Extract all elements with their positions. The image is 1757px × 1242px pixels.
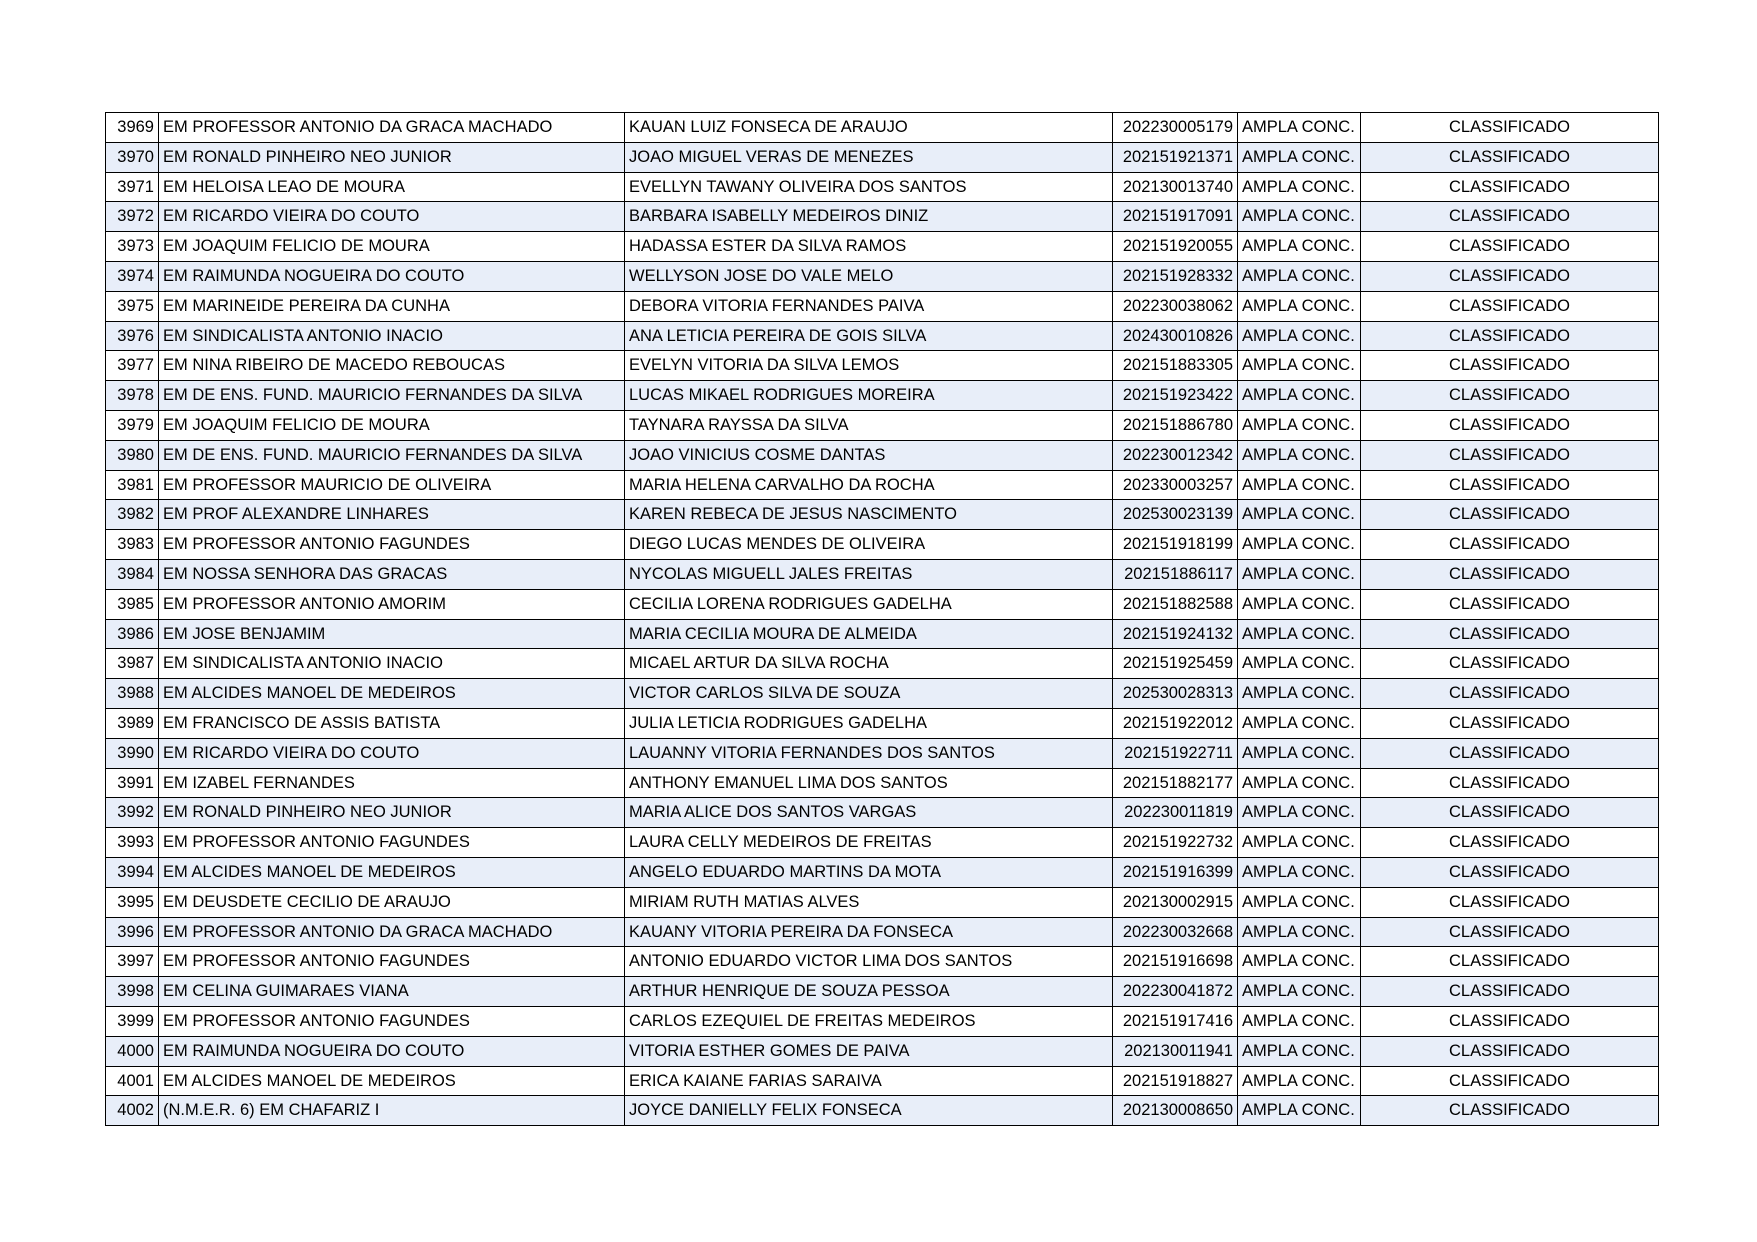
- table-row: [106, 559, 1659, 589]
- student-name: KAUAN LUIZ FONSECA DE ARAUJO: [625, 113, 1113, 143]
- school-name: EM ALCIDES MANOEL DE MEDEIROS: [159, 1066, 625, 1096]
- student-name: MARIA ALICE DOS SANTOS VARGAS: [625, 798, 1113, 828]
- student-name: CARLOS EZEQUIEL DE FREITAS MEDEIROS: [625, 1006, 1113, 1036]
- registration-number: 202151922732: [1113, 828, 1238, 858]
- student-name: CECILIA LORENA RODRIGUES GADELHA: [625, 589, 1113, 619]
- row-number: 3997: [106, 947, 159, 977]
- student-name: JOAO MIGUEL VERAS DE MENEZES: [625, 142, 1113, 172]
- quota-type: AMPLA CONC.: [1238, 798, 1361, 828]
- table-row: [106, 1006, 1659, 1036]
- registration-number: 202151922012: [1113, 708, 1238, 738]
- student-name: JULIA LETICIA RODRIGUES GADELHA: [625, 708, 1113, 738]
- row-number: 3971: [106, 172, 159, 202]
- student-name: BARBARA ISABELLY MEDEIROS DINIZ: [625, 202, 1113, 232]
- row-number: 3977: [106, 351, 159, 381]
- school-name: EM CELINA GUIMARAES VIANA: [159, 977, 625, 1007]
- row-number: 3978: [106, 381, 159, 411]
- quota-type: AMPLA CONC.: [1238, 1096, 1361, 1126]
- table-row: [106, 649, 1659, 679]
- registration-number: 202151923422: [1113, 381, 1238, 411]
- quota-type: AMPLA CONC.: [1238, 410, 1361, 440]
- registration-number: 202151883305: [1113, 351, 1238, 381]
- row-number: 3995: [106, 887, 159, 917]
- row-number: 4001: [106, 1066, 159, 1096]
- classification-status: CLASSIFICADO: [1361, 261, 1659, 291]
- table-row: [106, 1036, 1659, 1066]
- student-name: ERICA KAIANE FARIAS SARAIVA: [625, 1066, 1113, 1096]
- student-name: DIEGO LUCAS MENDES DE OLIVEIRA: [625, 530, 1113, 560]
- quota-type: AMPLA CONC.: [1238, 202, 1361, 232]
- school-name: EM PROFESSOR ANTONIO DA GRACA MACHADO: [159, 917, 625, 947]
- classification-status: CLASSIFICADO: [1361, 410, 1659, 440]
- row-number: 3969: [106, 113, 159, 143]
- table-row: [106, 619, 1659, 649]
- classification-status: CLASSIFICADO: [1361, 828, 1659, 858]
- school-name: EM RONALD PINHEIRO NEO JUNIOR: [159, 142, 625, 172]
- student-name: KAUANY VITORIA PEREIRA DA FONSECA: [625, 917, 1113, 947]
- student-name: ANA LETICIA PEREIRA DE GOIS SILVA: [625, 321, 1113, 351]
- classification-status: CLASSIFICADO: [1361, 142, 1659, 172]
- registration-number: 202151925459: [1113, 649, 1238, 679]
- school-name: EM PROFESSOR ANTONIO AMORIM: [159, 589, 625, 619]
- registration-number: 202151886117: [1113, 559, 1238, 589]
- registration-number: 202130002915: [1113, 887, 1238, 917]
- classification-table: [105, 112, 1659, 1126]
- table-row: [106, 142, 1659, 172]
- student-name: HADASSA ESTER DA SILVA RAMOS: [625, 232, 1113, 262]
- school-name: EM PROF ALEXANDRE LINHARES: [159, 500, 625, 530]
- table-row: [106, 917, 1659, 947]
- row-number: 3973: [106, 232, 159, 262]
- table-row: [106, 947, 1659, 977]
- quota-type: AMPLA CONC.: [1238, 768, 1361, 798]
- school-name: EM PROFESSOR ANTONIO FAGUNDES: [159, 530, 625, 560]
- row-number: 3979: [106, 410, 159, 440]
- quota-type: AMPLA CONC.: [1238, 559, 1361, 589]
- registration-number: 202151882177: [1113, 768, 1238, 798]
- row-number: 3986: [106, 619, 159, 649]
- table-row: [106, 1066, 1659, 1096]
- table-row: [106, 708, 1659, 738]
- classification-status: CLASSIFICADO: [1361, 738, 1659, 768]
- row-number: 3994: [106, 857, 159, 887]
- school-name: EM MARINEIDE PEREIRA DA CUNHA: [159, 291, 625, 321]
- student-name: TAYNARA RAYSSA DA SILVA: [625, 410, 1113, 440]
- registration-number: 202151916399: [1113, 857, 1238, 887]
- registration-number: 202151917416: [1113, 1006, 1238, 1036]
- row-number: 3970: [106, 142, 159, 172]
- registration-number: 202130011941: [1113, 1036, 1238, 1066]
- classification-status: CLASSIFICADO: [1361, 679, 1659, 709]
- table-row: [106, 530, 1659, 560]
- classification-status: CLASSIFICADO: [1361, 113, 1659, 143]
- classification-status: CLASSIFICADO: [1361, 530, 1659, 560]
- registration-number: 202151886780: [1113, 410, 1238, 440]
- classification-status: CLASSIFICADO: [1361, 857, 1659, 887]
- school-name: EM NOSSA SENHORA DAS GRACAS: [159, 559, 625, 589]
- classification-status: CLASSIFICADO: [1361, 351, 1659, 381]
- student-name: NYCOLAS MIGUELL JALES FREITAS: [625, 559, 1113, 589]
- student-name: MICAEL ARTUR DA SILVA ROCHA: [625, 649, 1113, 679]
- row-number: 3983: [106, 530, 159, 560]
- student-name: EVELYN VITORIA DA SILVA LEMOS: [625, 351, 1113, 381]
- student-name: VITORIA ESTHER GOMES DE PAIVA: [625, 1036, 1113, 1066]
- quota-type: AMPLA CONC.: [1238, 351, 1361, 381]
- classification-status: CLASSIFICADO: [1361, 381, 1659, 411]
- classification-status: CLASSIFICADO: [1361, 172, 1659, 202]
- row-number: 3984: [106, 559, 159, 589]
- school-name: EM JOAQUIM FELICIO DE MOURA: [159, 410, 625, 440]
- row-number: 3982: [106, 500, 159, 530]
- registration-number: 202230005179: [1113, 113, 1238, 143]
- row-number: 3998: [106, 977, 159, 1007]
- quota-type: AMPLA CONC.: [1238, 708, 1361, 738]
- classification-status: CLASSIFICADO: [1361, 947, 1659, 977]
- school-name: EM DE ENS. FUND. MAURICIO FERNANDES DA SILVA: [159, 381, 625, 411]
- classification-status: CLASSIFICADO: [1361, 440, 1659, 470]
- registration-number: 202430010826: [1113, 321, 1238, 351]
- school-name: EM ALCIDES MANOEL DE MEDEIROS: [159, 857, 625, 887]
- quota-type: AMPLA CONC.: [1238, 500, 1361, 530]
- school-name: EM HELOISA LEAO DE MOURA: [159, 172, 625, 202]
- table-row: [106, 410, 1659, 440]
- table-row: [106, 113, 1659, 143]
- row-number: 3996: [106, 917, 159, 947]
- table-row: [106, 887, 1659, 917]
- quota-type: AMPLA CONC.: [1238, 232, 1361, 262]
- table-row: [106, 202, 1659, 232]
- quota-type: AMPLA CONC.: [1238, 1036, 1361, 1066]
- school-name: EM DEUSDETE CECILIO DE ARAUJO: [159, 887, 625, 917]
- table-body: [106, 113, 1659, 1126]
- registration-number: 202151928332: [1113, 261, 1238, 291]
- school-name: EM ALCIDES MANOEL DE MEDEIROS: [159, 679, 625, 709]
- quota-type: AMPLA CONC.: [1238, 828, 1361, 858]
- school-name: EM DE ENS. FUND. MAURICIO FERNANDES DA SILVA: [159, 440, 625, 470]
- student-name: KAREN REBECA DE JESUS NASCIMENTO: [625, 500, 1113, 530]
- quota-type: AMPLA CONC.: [1238, 261, 1361, 291]
- school-name: EM RAIMUNDA NOGUEIRA DO COUTO: [159, 1036, 625, 1066]
- classification-status: CLASSIFICADO: [1361, 500, 1659, 530]
- school-name: EM RAIMUNDA NOGUEIRA DO COUTO: [159, 261, 625, 291]
- school-name: EM RICARDO VIEIRA DO COUTO: [159, 738, 625, 768]
- school-name: EM IZABEL FERNANDES: [159, 768, 625, 798]
- table-row: [106, 232, 1659, 262]
- student-name: MARIA HELENA CARVALHO DA ROCHA: [625, 470, 1113, 500]
- student-name: LAUANNY VITORIA FERNANDES DOS SANTOS: [625, 738, 1113, 768]
- row-number: 3989: [106, 708, 159, 738]
- classification-status: CLASSIFICADO: [1361, 1006, 1659, 1036]
- student-name: ANTONIO EDUARDO VICTOR LIMA DOS SANTOS: [625, 947, 1113, 977]
- school-name: EM PROFESSOR ANTONIO FAGUNDES: [159, 947, 625, 977]
- registration-number: 202151917091: [1113, 202, 1238, 232]
- school-name: (N.M.E.R. 6) EM CHAFARIZ I: [159, 1096, 625, 1126]
- row-number: 3974: [106, 261, 159, 291]
- classification-status: CLASSIFICADO: [1361, 1066, 1659, 1096]
- table-row: [106, 679, 1659, 709]
- quota-type: AMPLA CONC.: [1238, 530, 1361, 560]
- row-number: 3985: [106, 589, 159, 619]
- quota-type: AMPLA CONC.: [1238, 887, 1361, 917]
- quota-type: AMPLA CONC.: [1238, 679, 1361, 709]
- quota-type: AMPLA CONC.: [1238, 1066, 1361, 1096]
- classification-status: CLASSIFICADO: [1361, 887, 1659, 917]
- registration-number: 202151920055: [1113, 232, 1238, 262]
- quota-type: AMPLA CONC.: [1238, 321, 1361, 351]
- school-name: EM PROFESSOR ANTONIO DA GRACA MACHADO: [159, 113, 625, 143]
- student-name: ANGELO EDUARDO MARTINS DA MOTA: [625, 857, 1113, 887]
- school-name: EM PROFESSOR ANTONIO FAGUNDES: [159, 1006, 625, 1036]
- row-number: 3976: [106, 321, 159, 351]
- table-row: [106, 798, 1659, 828]
- classification-status: CLASSIFICADO: [1361, 321, 1659, 351]
- student-name: WELLYSON JOSE DO VALE MELO: [625, 261, 1113, 291]
- classification-status: CLASSIFICADO: [1361, 917, 1659, 947]
- classification-status: CLASSIFICADO: [1361, 470, 1659, 500]
- quota-type: AMPLA CONC.: [1238, 470, 1361, 500]
- student-name: MIRIAM RUTH MATIAS ALVES: [625, 887, 1113, 917]
- quota-type: AMPLA CONC.: [1238, 649, 1361, 679]
- registration-number: 202151916698: [1113, 947, 1238, 977]
- classification-status: CLASSIFICADO: [1361, 768, 1659, 798]
- quota-type: AMPLA CONC.: [1238, 381, 1361, 411]
- quota-type: AMPLA CONC.: [1238, 291, 1361, 321]
- student-name: ARTHUR HENRIQUE DE SOUZA PESSOA: [625, 977, 1113, 1007]
- quota-type: AMPLA CONC.: [1238, 738, 1361, 768]
- registration-number: 202151882588: [1113, 589, 1238, 619]
- row-number: 3988: [106, 679, 159, 709]
- quota-type: AMPLA CONC.: [1238, 440, 1361, 470]
- row-number: 3975: [106, 291, 159, 321]
- school-name: EM SINDICALISTA ANTONIO INACIO: [159, 649, 625, 679]
- table-row: [106, 440, 1659, 470]
- table-row: [106, 291, 1659, 321]
- row-number: 3993: [106, 828, 159, 858]
- quota-type: AMPLA CONC.: [1238, 172, 1361, 202]
- classification-status: CLASSIFICADO: [1361, 589, 1659, 619]
- table-row: [106, 1096, 1659, 1126]
- classification-status: CLASSIFICADO: [1361, 1096, 1659, 1126]
- student-name: MARIA CECILIA MOURA DE ALMEIDA: [625, 619, 1113, 649]
- table-row: [106, 828, 1659, 858]
- table-row: [106, 321, 1659, 351]
- registration-number: 202530028313: [1113, 679, 1238, 709]
- table-row: [106, 470, 1659, 500]
- registration-number: 202151924132: [1113, 619, 1238, 649]
- classification-status: CLASSIFICADO: [1361, 619, 1659, 649]
- table-row: [106, 500, 1659, 530]
- registration-number: 202151922711: [1113, 738, 1238, 768]
- student-name: VICTOR CARLOS SILVA DE SOUZA: [625, 679, 1113, 709]
- registration-number: 202130013740: [1113, 172, 1238, 202]
- table-row: [106, 589, 1659, 619]
- registration-number: 202230012342: [1113, 440, 1238, 470]
- quota-type: AMPLA CONC.: [1238, 947, 1361, 977]
- classification-status: CLASSIFICADO: [1361, 291, 1659, 321]
- classification-status: CLASSIFICADO: [1361, 708, 1659, 738]
- school-name: EM JOAQUIM FELICIO DE MOURA: [159, 232, 625, 262]
- row-number: 4002: [106, 1096, 159, 1126]
- quota-type: AMPLA CONC.: [1238, 142, 1361, 172]
- row-number: 3999: [106, 1006, 159, 1036]
- row-number: 3987: [106, 649, 159, 679]
- table-row: [106, 261, 1659, 291]
- student-name: ANTHONY EMANUEL LIMA DOS SANTOS: [625, 768, 1113, 798]
- row-number: 3972: [106, 202, 159, 232]
- school-name: EM NINA RIBEIRO DE MACEDO REBOUCAS: [159, 351, 625, 381]
- table-row: [106, 768, 1659, 798]
- table-row: [106, 381, 1659, 411]
- row-number: 3981: [106, 470, 159, 500]
- registration-number: 202530023139: [1113, 500, 1238, 530]
- registration-number: 202230038062: [1113, 291, 1238, 321]
- student-name: LAURA CELLY MEDEIROS DE FREITAS: [625, 828, 1113, 858]
- table-row: [106, 977, 1659, 1007]
- school-name: EM PROFESSOR ANTONIO FAGUNDES: [159, 828, 625, 858]
- row-number: 3991: [106, 768, 159, 798]
- quota-type: AMPLA CONC.: [1238, 619, 1361, 649]
- classification-status: CLASSIFICADO: [1361, 1036, 1659, 1066]
- quota-type: AMPLA CONC.: [1238, 1006, 1361, 1036]
- school-name: EM RICARDO VIEIRA DO COUTO: [159, 202, 625, 232]
- registration-number: 202151918827: [1113, 1066, 1238, 1096]
- registration-number: 202230032668: [1113, 917, 1238, 947]
- row-number: 4000: [106, 1036, 159, 1066]
- row-number: 3990: [106, 738, 159, 768]
- classification-status: CLASSIFICADO: [1361, 202, 1659, 232]
- student-name: LUCAS MIKAEL RODRIGUES MOREIRA: [625, 381, 1113, 411]
- table-row: [106, 172, 1659, 202]
- table-row: [106, 857, 1659, 887]
- row-number: 3980: [106, 440, 159, 470]
- student-name: JOAO VINICIUS COSME DANTAS: [625, 440, 1113, 470]
- classification-status: CLASSIFICADO: [1361, 977, 1659, 1007]
- registration-number: 202130008650: [1113, 1096, 1238, 1126]
- registration-number: 202330003257: [1113, 470, 1238, 500]
- classification-status: CLASSIFICADO: [1361, 649, 1659, 679]
- quota-type: AMPLA CONC.: [1238, 857, 1361, 887]
- registration-number: 202230041872: [1113, 977, 1238, 1007]
- school-name: EM RONALD PINHEIRO NEO JUNIOR: [159, 798, 625, 828]
- school-name: EM SINDICALISTA ANTONIO INACIO: [159, 321, 625, 351]
- classification-status: CLASSIFICADO: [1361, 232, 1659, 262]
- student-name: JOYCE DANIELLY FELIX FONSECA: [625, 1096, 1113, 1126]
- school-name: EM FRANCISCO DE ASSIS BATISTA: [159, 708, 625, 738]
- registration-number: 202151918199: [1113, 530, 1238, 560]
- quota-type: AMPLA CONC.: [1238, 917, 1361, 947]
- table-row: [106, 738, 1659, 768]
- student-name: DEBORA VITORIA FERNANDES PAIVA: [625, 291, 1113, 321]
- quota-type: AMPLA CONC.: [1238, 977, 1361, 1007]
- quota-type: AMPLA CONC.: [1238, 589, 1361, 619]
- row-number: 3992: [106, 798, 159, 828]
- registration-number: 202230011819: [1113, 798, 1238, 828]
- table-row: [106, 351, 1659, 381]
- student-name: EVELLYN TAWANY OLIVEIRA DOS SANTOS: [625, 172, 1113, 202]
- quota-type: AMPLA CONC.: [1238, 113, 1361, 143]
- school-name: EM PROFESSOR MAURICIO DE OLIVEIRA: [159, 470, 625, 500]
- classification-status: CLASSIFICADO: [1361, 798, 1659, 828]
- school-name: EM JOSE BENJAMIM: [159, 619, 625, 649]
- classification-status: CLASSIFICADO: [1361, 559, 1659, 589]
- registration-number: 202151921371: [1113, 142, 1238, 172]
